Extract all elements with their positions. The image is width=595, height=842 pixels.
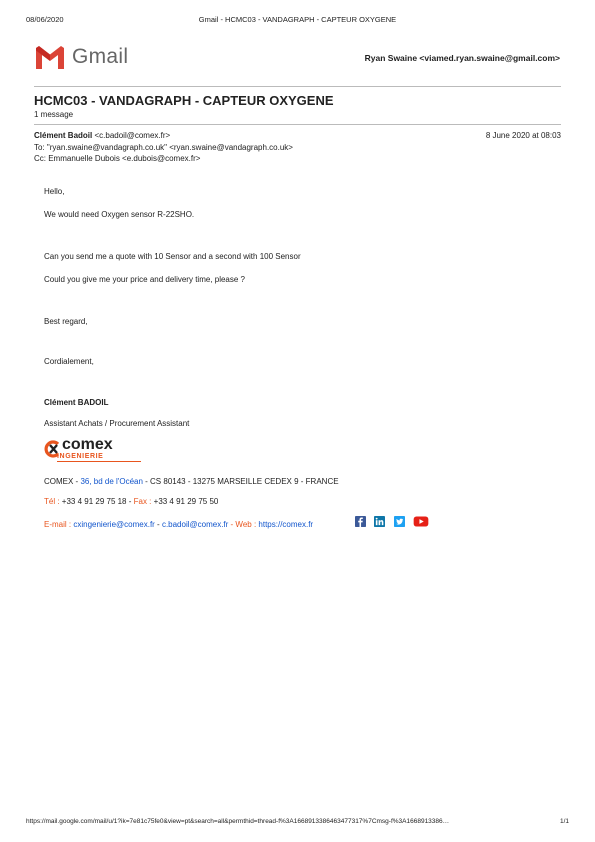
web-label: - Web :	[228, 520, 259, 529]
gmail-logo	[34, 45, 130, 71]
tel-value: +33 4 91 29 75 18 -	[61, 497, 134, 506]
message-date: 8 June 2020 at 08:03	[485, 131, 561, 140]
comex-logo-underline	[57, 461, 141, 462]
email-link-1[interactable]: cxingenierie@comex.fr	[73, 520, 155, 529]
body-regards: Best regard,	[44, 317, 88, 326]
web-link[interactable]: https://comex.fr	[258, 520, 314, 529]
email-link-2[interactable]: c.badoil@comex.fr	[161, 520, 229, 529]
signature-address	[44, 477, 339, 486]
print-page-number: 1/1	[559, 818, 569, 825]
comex-logo-text: comex	[62, 436, 113, 453]
message-count: 1 message	[34, 110, 74, 119]
account-email: Ryan Swaine <viamed.ryan.swaine@gmail.com>	[364, 53, 560, 63]
fax-label: Fax :	[133, 497, 154, 506]
linkedin-icon[interactable]	[374, 516, 385, 527]
facebook-icon[interactable]	[355, 516, 366, 527]
sender-email: <c.badoil@comex.fr>	[94, 131, 171, 140]
thread-subject: HCMC03 - VANDAGRAPH - CAPTEUR OXYGENE	[34, 93, 334, 108]
print-date: 08/06/2020	[26, 15, 64, 24]
address-link[interactable]: 36, bd de l'Océan	[80, 477, 143, 486]
body-closing: Cordialement,	[44, 357, 94, 366]
body-greeting: Hello,	[44, 187, 65, 196]
twitter-icon[interactable]	[394, 516, 405, 527]
address-rest: - CS 80143 - 13275 MARSEILLE CEDEX 9 - FRANCE	[142, 477, 339, 486]
subject-divider	[34, 124, 561, 125]
body-line: We would need Oxygen sensor R-22SHO.	[44, 210, 195, 219]
sender	[34, 131, 170, 140]
signature-name: Clément BADOIL	[44, 398, 109, 407]
tel-label: Tél :	[44, 497, 62, 506]
gmail-envelope-icon	[34, 45, 66, 69]
print-url: https://mail.google.com/mail/u/1?ik=7e81c75fe0&view=pt&search=all&permthid=thread-f%3A1668913386463477317%7Cmsg-f%3A1668913386…	[26, 818, 450, 825]
sender-name: Clément Badoil	[34, 131, 93, 140]
signature-role: Assistant Achats / Procurement Assistant	[44, 419, 190, 428]
recipient-to: To: "ryan.swaine@vandagraph.co.uk" <ryan.swaine@vandagraph.co.uk>	[34, 143, 293, 152]
youtube-icon[interactable]	[413, 516, 429, 527]
comex-logo-subtext: INGENIERIE	[57, 453, 104, 460]
header-divider	[34, 86, 561, 87]
body-line: Can you send me a quote with 10 Sensor and a second with 100 Sensor	[44, 252, 301, 261]
email-label: E-mail :	[44, 520, 74, 529]
separator: -	[154, 520, 162, 529]
print-title: Gmail - HCMC03 - VANDAGRAPH - CAPTEUR OXYGENE	[198, 15, 397, 24]
body-line: Could you give me your price and delivery time, please ?	[44, 275, 245, 284]
signature-contact	[44, 520, 313, 529]
gmail-wordmark: Gmail	[72, 45, 129, 68]
fax-value: +33 4 91 29 75 50	[153, 497, 219, 506]
signature-phone	[44, 497, 218, 506]
recipient-cc: Cc: Emmanuelle Dubois <e.dubois@comex.fr>	[34, 154, 201, 163]
comex-logo	[44, 436, 144, 463]
address-prefix: COMEX -	[44, 477, 81, 486]
